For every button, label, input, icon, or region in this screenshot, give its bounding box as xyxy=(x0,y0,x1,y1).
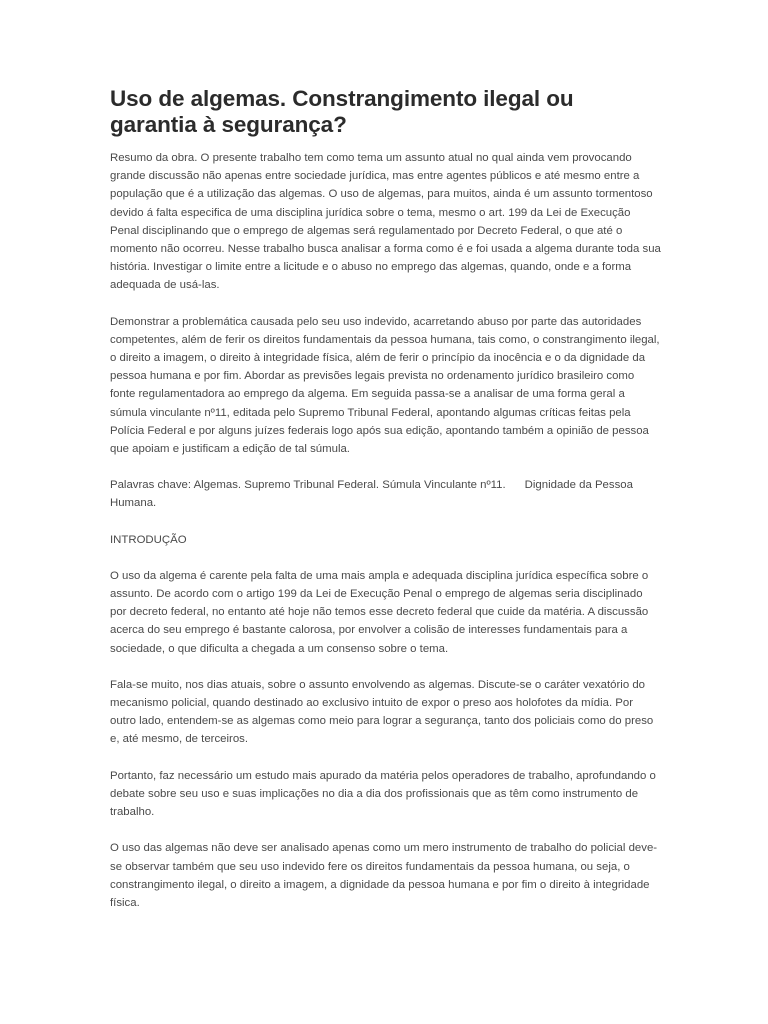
document-page xyxy=(110,86,662,930)
intro-paragraph-3: Portanto, faz necessário um estudo mais apurado da matéria pelos operadores de trabalho, aprofundando o debate sobre seu uso e suas implicações no dia a dia dos profissionais que as têm como instrumento de trabalho. xyxy=(110,769,656,819)
intro-paragraph-1: O uso da algema é carente pela falta de uma mais ampla e adequada disciplina jurídica específica sobre o assunto. De acordo com o artigo 199 da Lei de Execução Penal o emprego de algemas seria disciplinado por decreto federal, no entanto até hoje não temos esse decreto federal que cuide da matéria. A discussão acerca do seu emprego é bastante calorosa, por envolver a colisão de interesses fundamentais para a sociedade, o que dificulta a chegada a um consenso sobre o tema. xyxy=(110,569,649,655)
abstract-paragraph-2: Demonstrar a problemática causada pelo seu uso indevido, acarretando abuso por parte das autoridades competentes, além de ferir os direitos fundamentais da pessoa humana, tais como, o constrangimento ilegal, o direito a imagem, o direito à integridade física, além de ferir o princípio da inocência e o da dignidade da pessoa humana e por fim. Abordar as previsões legais prevista no ordenamento jurídico brasileiro como fonte regulamentadora ao emprego da algema. Em seguida passa-se a analisar de uma forma geral a súmula vinculante nº11, editada pelo Supremo Tribunal Federal, apontando algumas críticas feitas pela Polícia Federal e por alguns juízes federais logo após sua edição, apontando também a opinião de pessoa que apoiam e justificam a edição de tal súmula. xyxy=(110,315,660,456)
section-heading-introduction: INTRODUÇÃO xyxy=(110,533,187,546)
keywords-paragraph: Palavras chave: Algemas. Supremo Tribunal Federal. Súmula Vinculante nº11. Dignidade da Pessoa Humana. xyxy=(110,479,637,510)
intro-paragraph-2: Fala-se muito, nos dias atuais, sobre o assunto envolvendo as algemas. Discute-se o caráter vexatório do mecanismo policial, quando destinado ao exclusivo intuito de expor o preso aos holofotes da mídia. Por outro lado, entendem-se as algemas como meio para lograr a segurança, tanto dos policiais como do preso e, até mesmo, de terceiros. xyxy=(110,678,654,746)
document-title: Uso de algemas. Constrangimento ilegal ou garantia à segurança? xyxy=(110,86,574,137)
abstract-paragraph: Resumo da obra. O presente trabalho tem como tema um assunto atual no qual ainda vem provocando grande discussão não apenas entre sociedade jurídica, mas entre agentes públicos e até mesmo entre a população que é a utilização das algemas. O uso de algemas, para muitos, ainda é um assunto tormentoso devido á falta especifica de uma disciplina jurídica sobre o tema, mesmo o art. 199 da Lei de Execução Penal disciplinando que o emprego de algemas será regulamentado por Decreto Federal, o que até o momento não ocorreu. Nesse trabalho busca analisar a forma como é e foi usada a algema durante toda sua história. Investigar o limite entre a licitude e o abuso no emprego das algemas, quando, onde e a forma adequada de usá-las. xyxy=(110,152,661,292)
intro-paragraph-4: O uso das algemas não deve ser analisado apenas como um mero instrumento de trabalho do policial deve-se observar também que seu uso indevido fere os direitos fundamentais da pessoa humana, ou seja, o constrangimento ilegal, o direito a imagem, a dignidade da pessoa humana e por fim o direito à integridade física. xyxy=(110,842,658,909)
